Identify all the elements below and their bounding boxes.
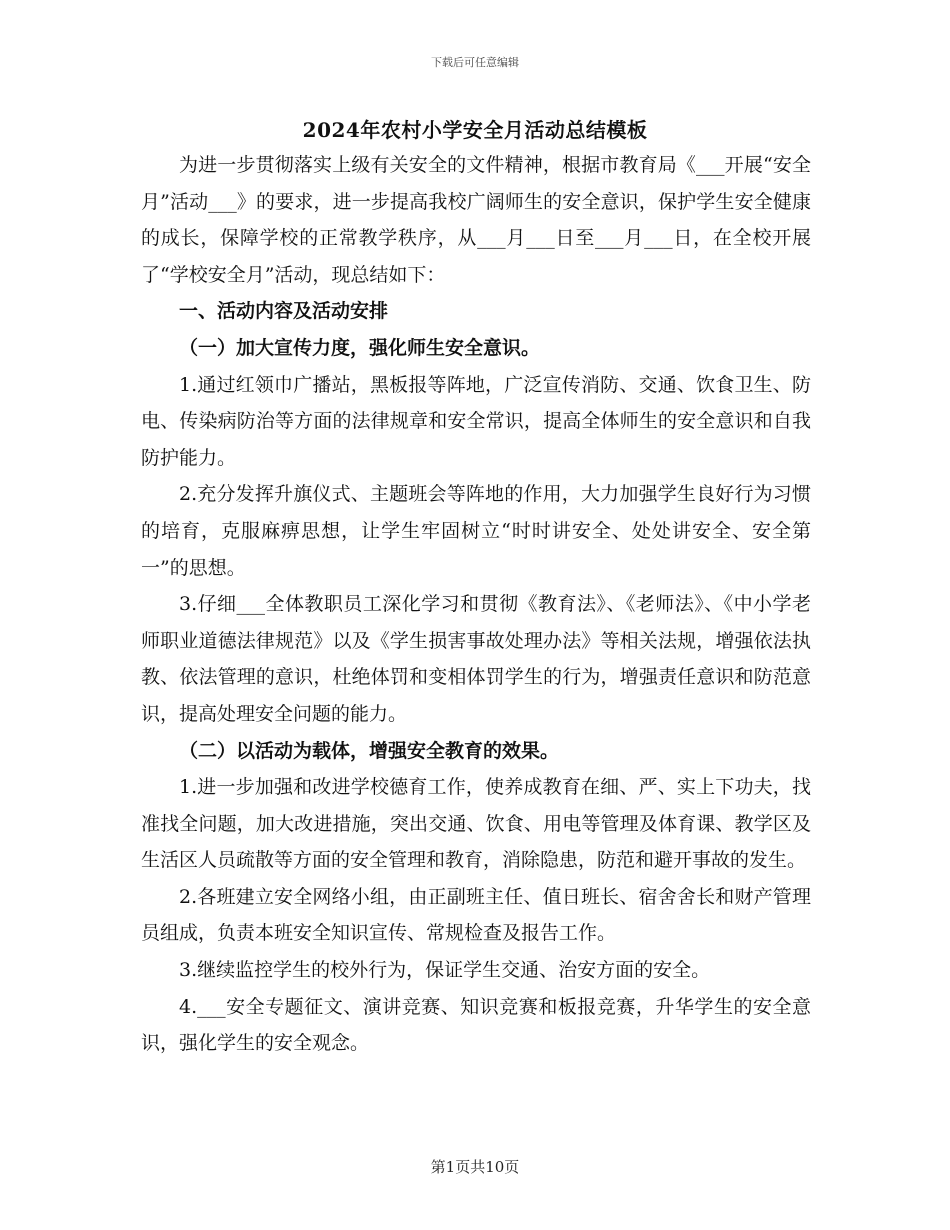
page-number: 第1页共10页 xyxy=(430,1158,520,1176)
list-item-2-2: 2.各班建立安全网络小组，由正副班主任、值日班长、宿舍舍长和财产管理员组成，负责本班安全知识宣传、常规检查及报告工作。 xyxy=(141,885,811,945)
list-item-2-3: 3.继续监控学生的校外行为，保证学生交通、治安方面的安全。 xyxy=(179,959,711,982)
subsection-heading-2: （二）以活动为载体，增强安全教育的效果。 xyxy=(179,739,560,762)
header-note: 下载后可任意编辑 xyxy=(431,56,519,69)
subsection-heading-1: （一）加大宣传力度，强化师生安全意识。 xyxy=(179,336,541,359)
document-title: 2024年农村小学安全月活动总结模板 xyxy=(302,118,648,142)
intro-paragraph: 为进一步贯彻落实上级有关安全的文件精神，根据市教育局《___开展“安全月”活动___》的要求，进一步提高我校广阔师生的安全意识，保护学生安全健康的成长，保障学校的正常教学秩序，从___月___日至___月___日，在全校开展了“学校安全月”活动，现总结如下： xyxy=(141,154,811,286)
list-item-2-1: 1.进一步加强和改进学校德育工作，使养成教育在细、严、实上下功夫，找准找全问题，加大改进措施，突出交通、饮食、用电等管理及体育课、教学区及生活区人员疏散等方面的安全管理和教育，消除隐患，防范和避开事故的发生。 xyxy=(141,776,811,872)
list-item-1-2: 2.充分发挥升旗仪式、主题班会等阵地的作用，大力加强学生良好行为习惯的培育，克服麻痹思想，让学生牢固树立“时时讲安全、处处讲安全、安全第一”的思想。 xyxy=(141,483,811,579)
section-heading-1: 一、活动内容及活动安排 xyxy=(179,300,389,323)
list-item-1-3: 3.仔细___全体教职员工深化学习和贯彻《教育法》、《老师法》、《中小学老师职业道德法律规范》以及《学生损害事故处理办法》等相关法规，增强依法执教、依法管理的意识，杜绝体罚和变相体罚学生的行为，增强责任意识和防范意识，提高处理安全问题的能力。 xyxy=(141,593,811,725)
list-item-2-4: 4.___安全专题征文、演讲竞赛、知识竞赛和板报竞赛，升华学生的安全意识，强化学生的安全观念。 xyxy=(141,995,811,1055)
document-body xyxy=(141,147,811,1062)
list-item-1-1: 1.通过红领巾广播站，黑板报等阵地，广泛宣传消防、交通、饮食卫生、防电、传染病防治等方面的法律规章和安全常识，提高全体师生的安全意识和自我防护能力。 xyxy=(141,373,811,469)
